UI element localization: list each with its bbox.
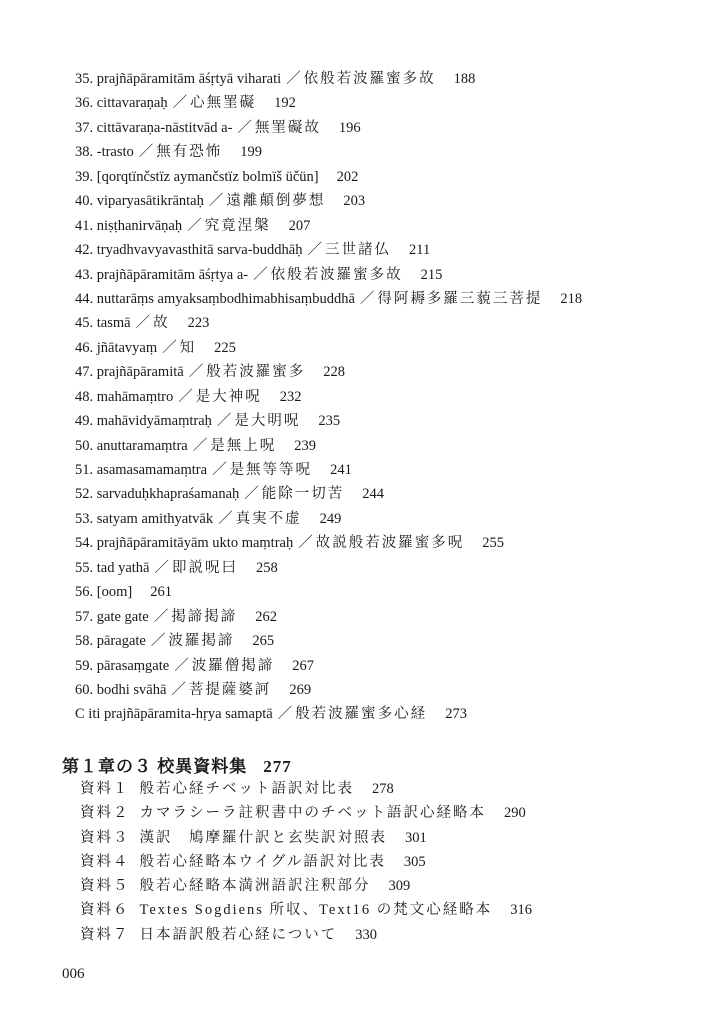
entry-page: 273 [445,706,467,723]
resource-entry [80,850,532,874]
resource-label: 資料６ [80,902,130,919]
resource-page: 290 [504,805,526,822]
toc-entry [75,238,582,262]
entry-page: 244 [362,486,385,503]
entry-translation: 得阿耨多羅三藐三菩提 [377,290,543,307]
resource-title: カマラシーラ註釈書中のチベット語訳心経略本 [139,805,486,822]
entry-page: 218 [560,290,583,307]
separator: ／ [138,144,154,161]
entry-page: 196 [338,119,361,136]
resource-page: 309 [388,878,411,895]
separator: ／ [154,559,169,576]
entry-translation: 真実不虚 [235,510,302,527]
entry-term: 50. anuttaramaṃtra [75,437,188,454]
toc-entry [75,458,582,482]
separator: ／ [298,535,313,552]
entry-translation: 無罣礙故 [254,119,321,136]
entry-page: 269 [289,681,312,698]
resource-title: 般若心経チベット語訳対比表 [139,781,354,797]
toc-entry [75,678,582,702]
entry-translation: 能除一切苦 [261,486,345,503]
entry-term: 38. -trasto [75,144,134,161]
separator: ／ [253,266,268,283]
separator: ／ [178,388,193,405]
entry-page: 223 [187,315,210,332]
entry-translation: 波羅僧掲諦 [191,657,275,674]
resource-label: 資料７ [80,926,130,943]
entry-page: 215 [420,266,443,283]
entry-term: 57. gate gate [75,608,149,625]
resource-page: 330 [355,926,377,943]
entry-translation: 遠離顛倒夢想 [226,193,326,210]
entry-term: 40. viparyasātikrāntaḥ [75,193,204,210]
separator: ／ [208,193,224,210]
entry-term: 37. cittāvaraṇa-nāstitvād a- [75,119,233,136]
entry-page: 265 [252,633,275,650]
separator: ／ [218,510,233,527]
entry-translation: 掲諦掲諦 [171,608,238,625]
entry-translation: 是無等等呪 [229,462,313,478]
toc-entry [75,336,582,360]
entry-page: 202 [336,168,359,185]
toc-entry [75,409,582,433]
entry-translation: 心無罣礙 [190,95,257,112]
section-page: 277 [263,757,292,776]
section-heading [62,752,292,777]
entry-page: 211 [409,242,431,259]
toc-entries [75,67,582,727]
entry-term: 36. cittavaraṇaḥ [75,95,168,112]
separator: ／ [192,437,208,454]
resource-label: 資料４ [80,853,130,870]
entry-page: 267 [292,657,314,674]
separator: ／ [150,633,166,650]
entry-translation: 依般若波羅蜜多故 [303,71,436,87]
separator: ／ [286,71,301,87]
resource-page: 316 [510,902,532,919]
toc-entry [75,287,582,311]
entry-page: 258 [256,559,278,576]
entry-page: 241 [330,462,352,478]
entry-translation: 無有恐怖 [156,144,223,161]
entry-term: 55. tad yathā [75,559,150,576]
toc-entry [75,605,582,629]
entry-term: 52. sarvaduḥkhapraśamanaḥ [75,486,240,503]
toc-entry [75,189,582,213]
toc-entry [75,67,582,91]
entry-term: 41. niṣṭhanirvāṇaḥ [75,217,183,234]
resource-page: 305 [403,853,426,870]
toc-entry [75,629,582,653]
resource-entry [80,826,532,850]
entry-term: 54. prajñāpāramitāyām ukto maṃtraḥ [75,535,294,552]
entry-translation: 般若波羅蜜多 [206,364,306,381]
entry-translation: 般若波羅蜜多心経 [295,706,428,723]
toc-entry [75,263,582,287]
separator: ／ [216,413,232,430]
entry-page: 225 [214,339,236,356]
entry-term: 47. prajñāpāramitā [75,364,184,381]
entry-page: 261 [150,584,172,601]
page-number: 006 [62,966,85,982]
separator: ／ [188,364,204,381]
separator: ／ [162,339,177,356]
entry-translation: 故 [153,315,170,332]
entry-page: 255 [482,535,504,552]
entry-page: 203 [343,193,366,210]
resource-entry [80,801,532,825]
entry-translation: 是大明呪 [234,413,301,430]
entry-term: 48. mahāmaṃtro [75,388,174,405]
entry-term: C iti prajñāpāramita-hṛya samaptā [75,706,273,723]
entry-page: 232 [279,388,302,405]
resource-list [80,777,532,947]
entry-page: 249 [319,510,342,527]
separator: ／ [277,706,293,723]
toc-entry [75,165,582,189]
resource-title: 日本語訳般若心経について [139,926,338,943]
separator: ／ [359,290,375,307]
entry-translation: 三世諸仏 [325,242,391,259]
separator: ／ [212,462,227,478]
toc-entry [75,116,582,140]
entry-page: 262 [255,608,277,625]
resource-title: 漢訳 鳩摩羅什訳と玄奘訳対照表 [139,829,387,846]
entry-translation: 菩提薩婆訶 [188,681,272,698]
resource-label: 資料３ [80,829,130,846]
resource-entry [80,898,532,922]
toc-entry [75,385,582,409]
entry-term: 56. [oom] [75,584,133,601]
resource-label: 資料１ [80,781,130,797]
entry-term: 44. nuttarāṃs amyaksaṃbodhimabhisaṃbuddhā [75,290,355,307]
entry-term: 58. pāragate [75,633,146,650]
entry-term: 59. pārasaṃgate [75,657,170,674]
separator: ／ [187,217,202,234]
resource-title: 般若心経略本ウイグル語訳対比表 [139,853,386,870]
resource-label: 資料２ [80,805,130,822]
toc-entry [75,140,582,164]
entry-term: 53. satyam amithyatvāk [75,510,214,527]
entry-page: 199 [240,144,263,161]
entry-term: 46. jñātavyaṃ [75,339,158,356]
entry-translation: 故説般若波羅蜜多呪 [315,535,465,552]
section-title: 第１章の３ 校異資料集 [62,757,248,776]
toc-entry [75,580,582,604]
toc-entry [75,91,582,115]
entry-term: 45. tasmā [75,315,131,332]
toc-entry [75,360,582,384]
entry-translation: 是大神呪 [195,388,262,405]
entry-term: 35. prajñāpāramitām āśṛtyā viharati [75,71,282,87]
entry-translation: 知 [179,339,197,356]
separator: ／ [171,681,186,698]
entry-page: 188 [453,71,476,87]
entry-term: 43. prajñāpāramitām āśṛtya a- [75,266,249,283]
entry-translation: 即説呪曰 [172,559,238,576]
entry-page: 228 [323,364,345,381]
toc-entry [75,507,582,531]
separator: ／ [307,242,322,259]
resource-page: 301 [405,829,427,846]
toc-entry [75,531,582,555]
toc-entry [75,482,582,506]
entry-page: 207 [288,217,311,234]
resource-entry [80,777,532,801]
separator: ／ [174,657,189,674]
entry-translation: 究竟涅槃 [204,217,271,234]
entry-term: 60. bodhi svāhā [75,681,167,698]
entry-page: 192 [274,95,296,112]
toc-entry [75,214,582,238]
resource-title: Textes Sogdiens 所収、Text16 の梵文心経略本 [139,902,493,919]
entry-term: 49. mahāvidyāmaṃtraḥ [75,413,212,430]
toc-entry [75,702,582,726]
toc-entry [75,556,582,580]
entry-term: 39. [qorqtïnčstïz aymančstïz bolmïš üčün] [75,168,319,185]
separator: ／ [135,315,151,332]
resource-entry [80,923,532,947]
resource-title: 般若心経略本満洲語訳注釈部分 [139,878,371,895]
resource-label: 資料５ [80,878,130,895]
entry-term: 51. asamasamamaṃtra [75,462,208,478]
separator: ／ [153,608,169,625]
separator: ／ [237,119,252,136]
toc-entry [75,311,582,335]
separator: ／ [172,95,188,112]
toc-entry [75,654,582,678]
toc-entry [75,434,582,458]
entry-page: 235 [318,413,341,430]
entry-translation: 波羅掲諦 [168,633,235,650]
separator: ／ [244,486,259,503]
resource-page: 278 [372,781,394,797]
entry-translation: 依般若波羅蜜多故 [270,266,403,283]
resource-entry [80,874,532,898]
entry-term: 42. tryadhvavyavasthitā sarva-buddhāḥ [75,242,303,259]
entry-translation: 是無上呪 [210,437,277,454]
entry-page: 239 [294,437,316,454]
